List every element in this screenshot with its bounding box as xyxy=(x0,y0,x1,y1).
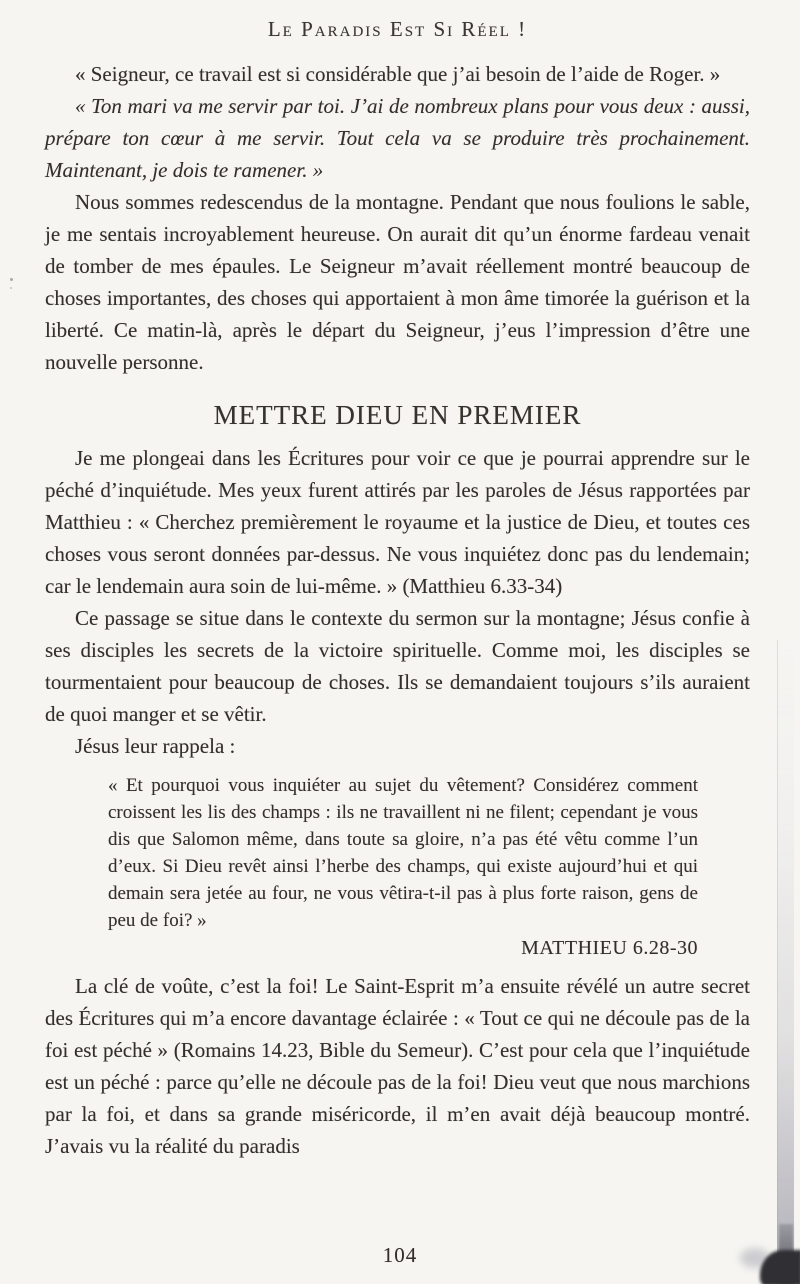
running-header: Le Paradis Est Si Réel ! xyxy=(267,17,528,41)
paragraph-scriptures: Je me plongeai dans les Écritures pour voir ce que je pourrai apprendre sur le péché d’inquiétude. Mes yeux furent attirés par les paroles de Jésus rapportées par Matthieu : « Cherchez premièrement le royaume et la justice de Dieu, et toutes ces choses vous seront données par-dessus. Ne vous inquiétez donc pas du lendemain; car le lendemain aura soin de lui-même. » (Matthieu 6.33-34) xyxy=(45,446,750,598)
paragraph-opening-quote: « Seigneur, ce travail est si considérable que j’ai besoin de l’aide de Roger. » xyxy=(75,62,721,86)
scripture-attribution: MATTHIEU 6.28-30 xyxy=(521,937,698,959)
page-number: 104 xyxy=(382,1243,418,1267)
scripture-blockquote xyxy=(108,772,698,962)
paragraph-sermon-context: Ce passage se situe dans le contexte du sermon sur la montagne; Jésus confie à ses disciples les secrets de la victoire spirituelle. Comme moi, les disciples se tourmentaient pour beaucoup de choses. Ils se demandaient toujours s’ils auraient de quoi manger et se vêtir. xyxy=(45,606,750,726)
paragraph-jesus-lead: Jésus leur rappela : xyxy=(75,734,236,758)
paragraph-faith-keystone: La clé de voûte, c’est la foi! Le Saint-Esprit m’a ensuite révélé un autre secret des Écritures qui m’a encore davantage éclairée : « Tout ce qui ne découle pas de la foi est péché » (Romains 14.23, Bible du Semeur). C’est pour cela que l’inquiétude est un péché : parce qu’elle ne découle pas de la foi! Dieu veut que nous marchions par la foi, et dans sa grande miséricorde, il m’en avait déjà beaucoup montré. J’avais vu la réalité du paradis xyxy=(45,974,750,1158)
paragraph-lord-speech: « Ton mari va me servir par toi. J’ai de nombreux plans pour vous deux : aussi, prépare ton cœur à me servir. Tout cela va se produire très prochainement. Maintenant, je dois te ramener. » xyxy=(45,94,750,182)
section-heading: METTRE DIEU EN PREMIER xyxy=(213,400,582,430)
paragraph-mountain-descent: Nous sommes redescendus de la montagne. Pendant que nous foulions le sable, je me sentais incroyablement heureuse. On aurait dit qu’un énorme fardeau venait de tomber de mes épaules. Le Seigneur m’avait réellement montré beaucoup de choses importantes, des choses qui apportaient à mon âme timorée la guérison et la liberté. Ce matin-là, après le départ du Seigneur, j’eus l’impression d’être une nouvelle personne. xyxy=(45,190,750,374)
scripture-quote-text: « Et pourquoi vous inquiéter au sujet du vêtement? Considérez comment croissent les lis des champs : ils ne travaillent ni ne filent; cependant je vous dis que Salomon même, dans toute sa gloire, n’a pas été vêtu comme l’un d’eux. Si Dieu revêt ainsi l’herbe des champs, qui existe aujourd’hui et qui demain sera jetée au four, ne vous vêtira-t-il pas à plus forte raison, gens de peu de foi? » xyxy=(108,775,698,931)
